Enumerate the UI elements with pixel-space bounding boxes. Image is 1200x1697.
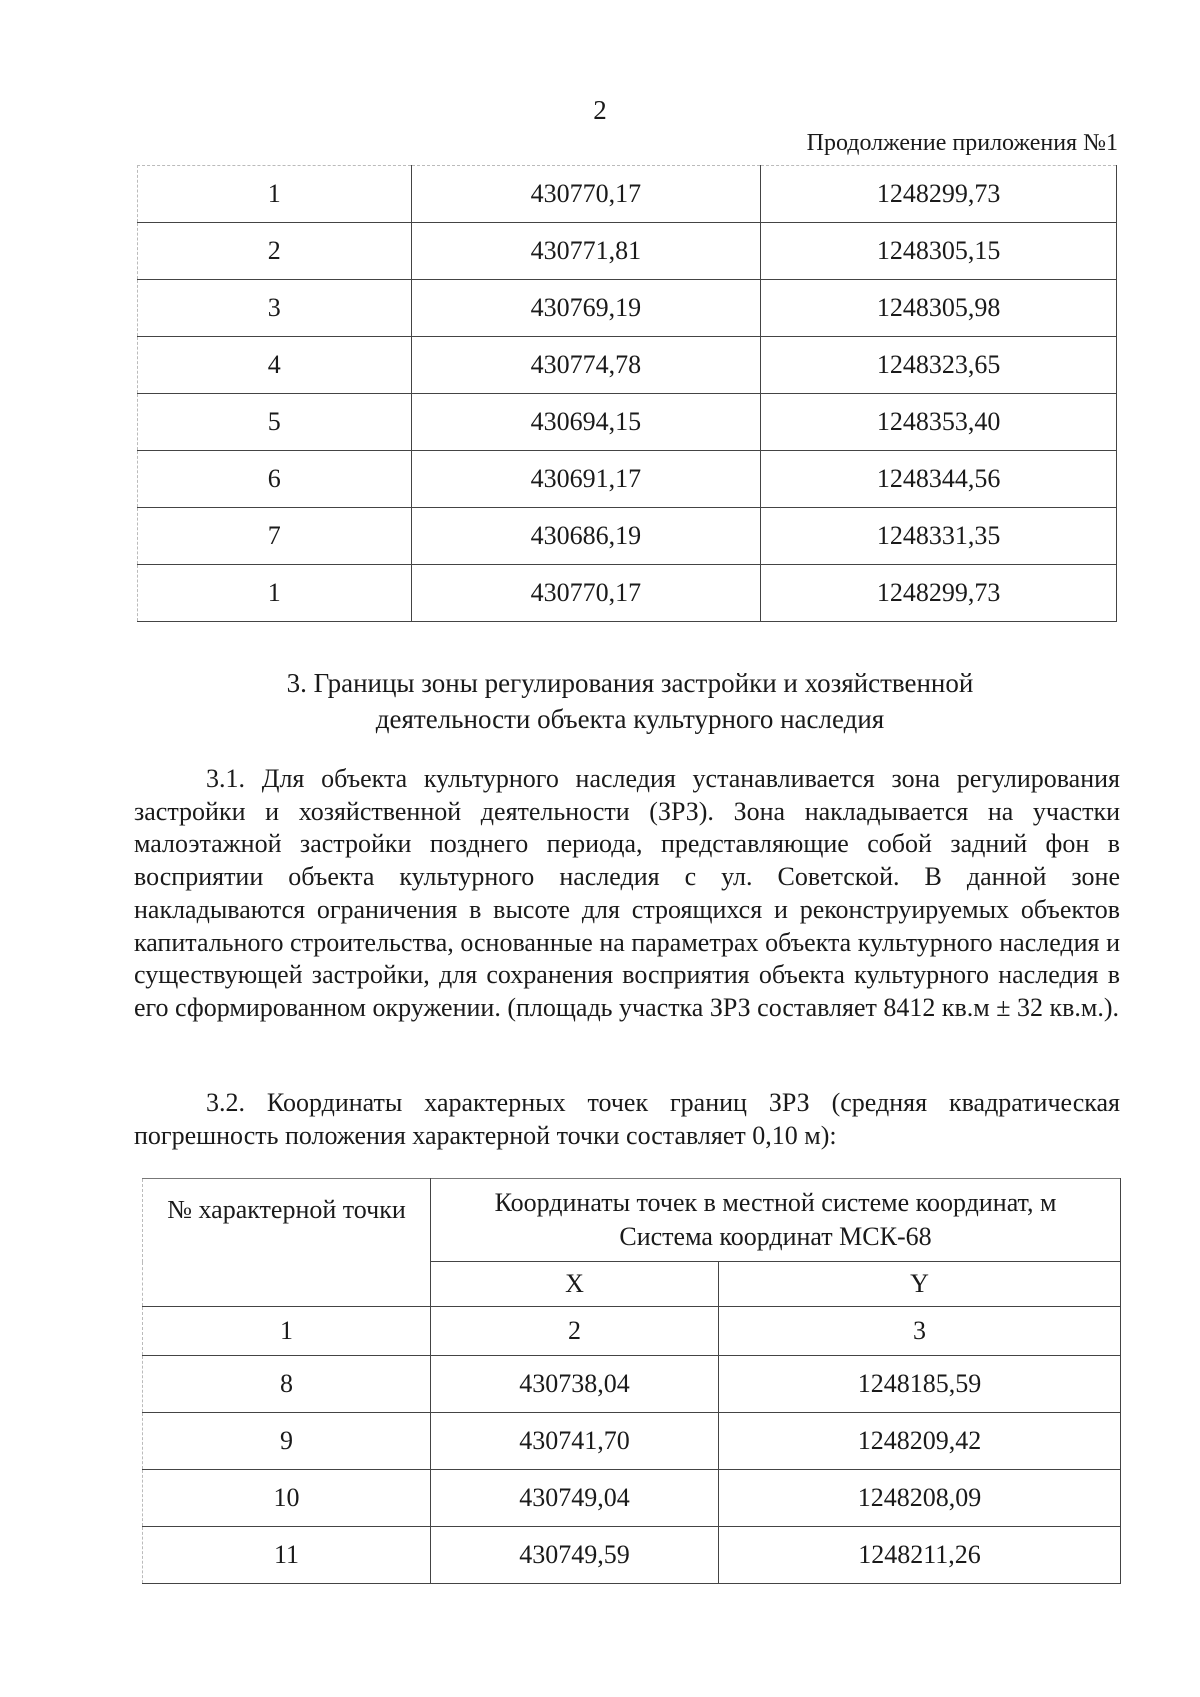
coordinates-table-1 (137, 165, 1117, 622)
index-cell: 2 (431, 1307, 719, 1356)
section-3-heading-line-1: 3. Границы зоны регулирования застройки и хозяйственной (286, 668, 974, 698)
index-cell: 1 (143, 1307, 431, 1356)
x-coordinate-cell: 430749,59 (431, 1527, 719, 1584)
x-coordinate-cell: 430686,19 (411, 508, 761, 565)
y-coordinate-cell: 1248211,26 (719, 1527, 1121, 1584)
point-number-cell: 3 (138, 280, 412, 337)
x-coordinate-cell: 430770,17 (411, 565, 761, 622)
point-number-cell: 5 (138, 394, 412, 451)
table-row (138, 223, 1117, 280)
point-number-cell: 1 (138, 166, 412, 223)
table-2-header-row (143, 1179, 1121, 1262)
y-coordinate-cell: 1248208,09 (719, 1470, 1121, 1527)
x-coordinate-cell: 430738,04 (431, 1356, 719, 1413)
point-number-cell: 1 (138, 565, 412, 622)
x-coordinate-cell: 430771,81 (411, 223, 761, 280)
point-number-cell: 8 (143, 1356, 431, 1413)
header-coordinates-line-2: Система координат МСК-68 (619, 1222, 932, 1251)
point-number-cell: 11 (143, 1527, 431, 1584)
section-3-heading-line-2: деятельности объекта культурного наследия (375, 704, 885, 734)
index-cell: 3 (719, 1307, 1121, 1356)
coordinates-table-2 (142, 1178, 1121, 1584)
x-coordinate-cell: 430691,17 (411, 451, 761, 508)
continuation-label: Продолжение приложения №1 (806, 130, 1118, 156)
table-row (143, 1413, 1121, 1470)
header-y: Y (719, 1262, 1121, 1307)
point-number-cell: 7 (138, 508, 412, 565)
paragraph-3-1: 3.1. Для объекта культурного наследия устанавливается зона регулирования застройки и хозяйственной деятельности (ЗРЗ). Зона накладывается на участки малоэтажной застройки позднего периода, представляющие собой задний фон в восприятии объекта культурного наследия с ул. Советской. В данной зоне накладываются ограничения в высоте для строящихся и реконструируемых объектов капитального строительства, основанные на параметрах объекта культурного наследия и существующей застройки, для сохранения восприятия объекта культурного наследия в его сформированном окружении. (площадь участка ЗРЗ составляет 8412 кв.м ± 32 кв.м.). (134, 764, 1120, 1022)
y-coordinate-cell: 1248299,73 (761, 166, 1117, 223)
y-coordinate-cell: 1248185,59 (719, 1356, 1121, 1413)
x-coordinate-cell: 430774,78 (411, 337, 761, 394)
x-coordinate-cell: 430694,15 (411, 394, 761, 451)
table-row (143, 1527, 1121, 1584)
table-row (138, 394, 1117, 451)
table-row (143, 1470, 1121, 1527)
header-point-number: № характерной точки (143, 1179, 431, 1307)
y-coordinate-cell: 1248209,42 (719, 1413, 1121, 1470)
x-coordinate-cell: 430770,17 (411, 166, 761, 223)
page-number: 2 (593, 95, 607, 125)
y-coordinate-cell: 1248305,15 (761, 223, 1117, 280)
header-coordinates (431, 1179, 1121, 1262)
section-3-heading (140, 665, 1120, 737)
table-2-index-row (143, 1307, 1121, 1356)
y-coordinate-cell: 1248299,73 (761, 565, 1117, 622)
header-x: X (431, 1262, 719, 1307)
y-coordinate-cell: 1248305,98 (761, 280, 1117, 337)
table-row (138, 166, 1117, 223)
point-number-cell: 2 (138, 223, 412, 280)
point-number-cell: 6 (138, 451, 412, 508)
point-number-cell: 10 (143, 1470, 431, 1527)
y-coordinate-cell: 1248331,35 (761, 508, 1117, 565)
header-coordinates-line-1: Координаты точек в местной системе координат, м (494, 1188, 1057, 1217)
x-coordinate-cell: 430769,19 (411, 280, 761, 337)
table-row (138, 565, 1117, 622)
paragraph-3-2: 3.2. Координаты характерных точек границ ЗРЗ (средняя квадратическая погрешность положения характерной точки составляет 0,10 м): (134, 1088, 1120, 1150)
table-row (138, 337, 1117, 394)
point-number-cell: 9 (143, 1413, 431, 1470)
y-coordinate-cell: 1248323,65 (761, 337, 1117, 394)
table-row (138, 451, 1117, 508)
point-number-cell: 4 (138, 337, 412, 394)
y-coordinate-cell: 1248344,56 (761, 451, 1117, 508)
table-row (138, 280, 1117, 337)
x-coordinate-cell: 430749,04 (431, 1470, 719, 1527)
table-row (143, 1356, 1121, 1413)
x-coordinate-cell: 430741,70 (431, 1413, 719, 1470)
y-coordinate-cell: 1248353,40 (761, 394, 1117, 451)
table-row (138, 508, 1117, 565)
